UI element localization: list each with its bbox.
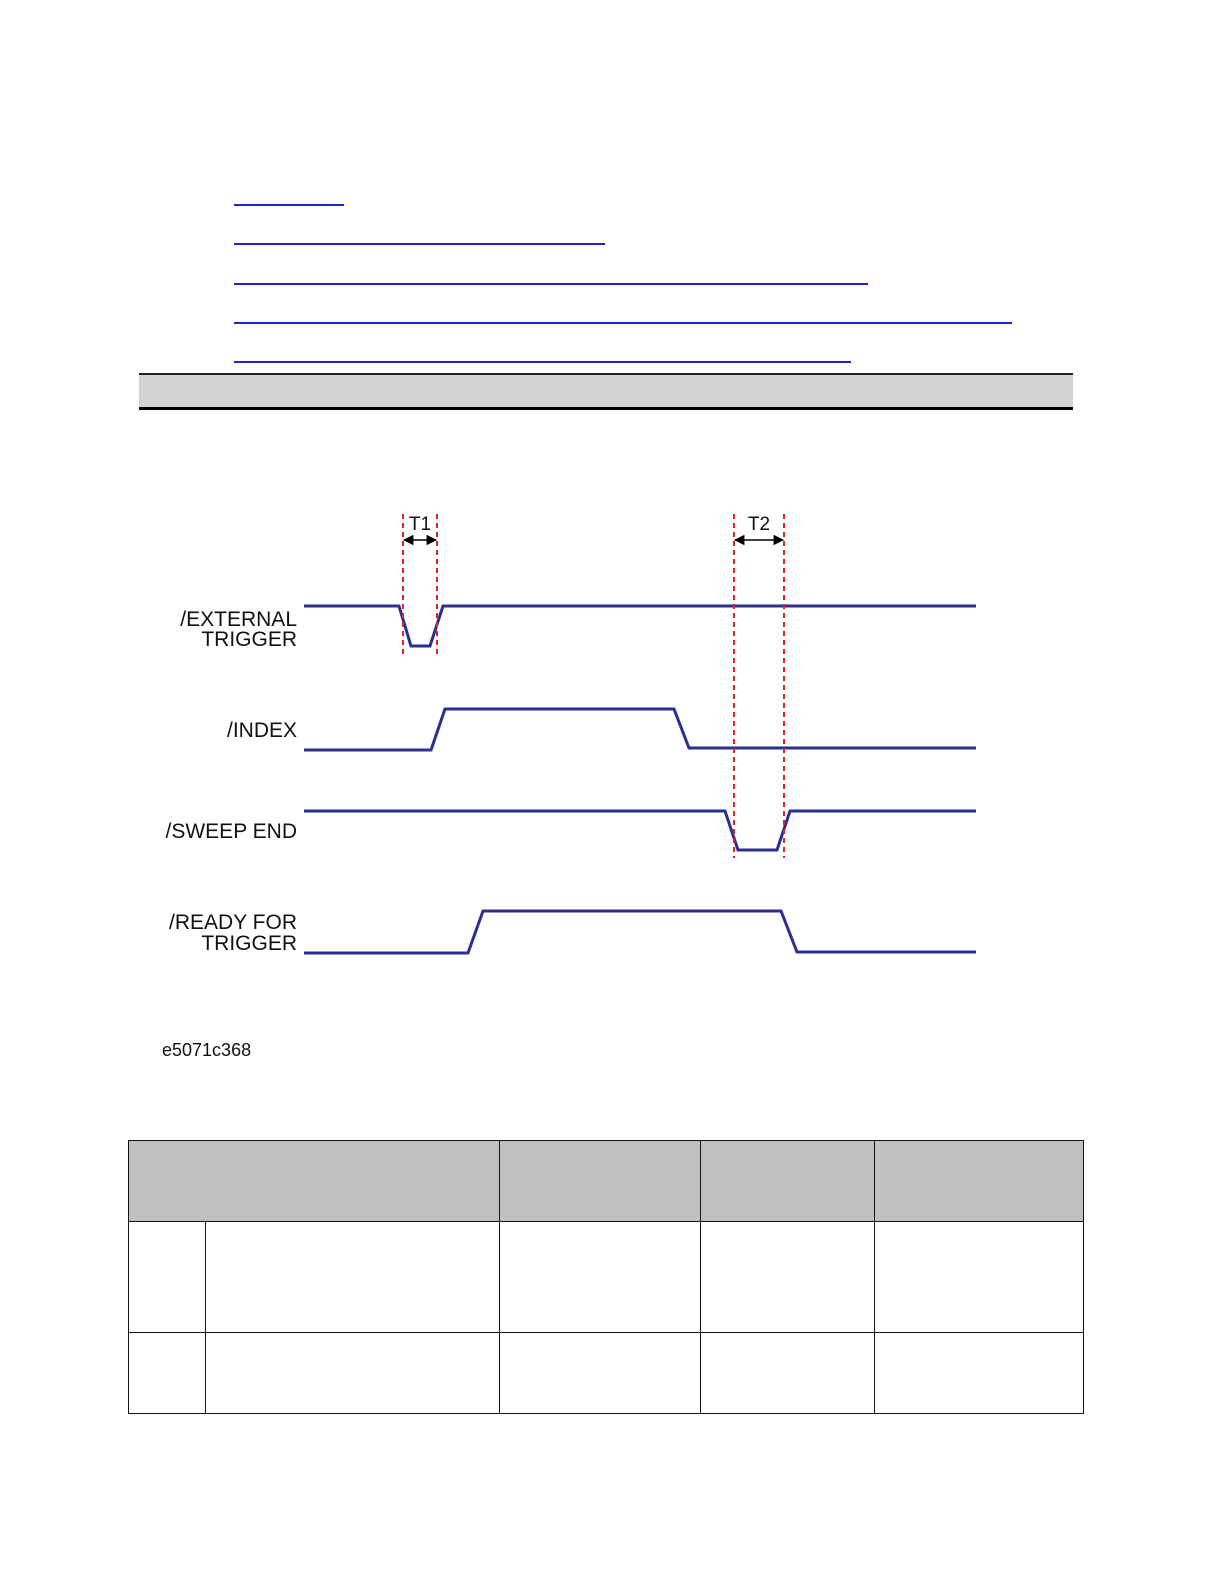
table-cell <box>499 1222 701 1333</box>
signal-label-sweep-end: /SWEEP END <box>165 820 297 843</box>
waveform-index <box>304 709 976 750</box>
t2-label: T2 <box>747 514 771 535</box>
signal-label-ready-for-trigger-1: /READY FOR <box>169 911 297 934</box>
table-cell <box>205 1333 499 1414</box>
table-cell <box>499 1333 701 1414</box>
waveform-sweep-end <box>304 811 976 850</box>
header-cell-item <box>129 1141 500 1222</box>
t1-label: T1 <box>408 514 432 535</box>
table-cell <box>875 1222 1084 1333</box>
signal-label-external-trigger-2: TRIGGER <box>201 628 297 651</box>
table-cell <box>129 1333 206 1414</box>
table-row <box>129 1333 1084 1414</box>
timing-spec-table <box>128 1140 1084 1414</box>
signal-label-external-trigger-1: /EXTERNAL <box>180 608 297 631</box>
header-cell-col2 <box>499 1141 701 1222</box>
header-cell-col3 <box>701 1141 875 1222</box>
table-header-row <box>129 1141 1084 1222</box>
waveform-external-trigger <box>304 606 976 646</box>
header-cell-col4 <box>875 1141 1084 1222</box>
table-cell <box>205 1222 499 1333</box>
signal-label-index: /INDEX <box>226 719 297 742</box>
table-cell <box>701 1333 875 1414</box>
table-cell <box>129 1222 206 1333</box>
table-cell <box>701 1222 875 1333</box>
table-row <box>129 1222 1084 1333</box>
figure-id: e5071c368 <box>162 1040 252 1060</box>
signal-label-ready-for-trigger-2: TRIGGER <box>201 932 297 955</box>
table-cell <box>875 1333 1084 1414</box>
waveform-ready-for-trigger <box>304 911 976 953</box>
